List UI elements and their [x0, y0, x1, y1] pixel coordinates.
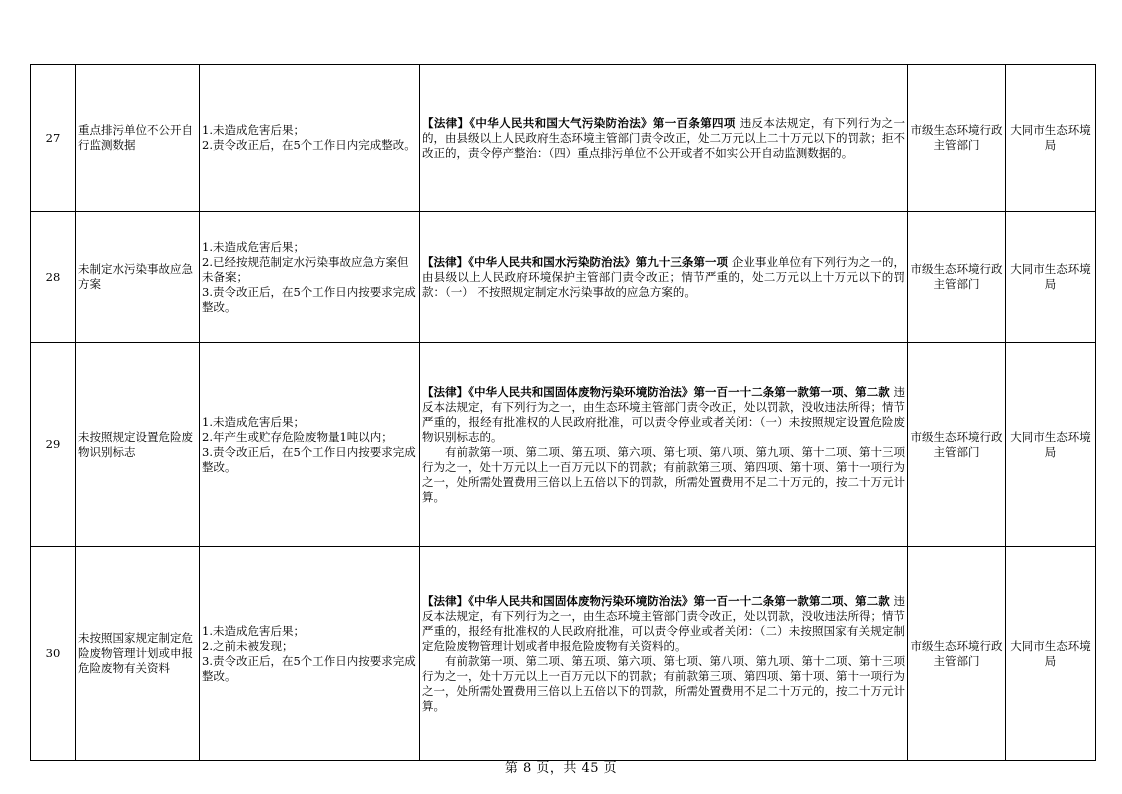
conditions-cell	[200, 65, 420, 212]
law-citation: 【法律】《中华人民共和国固体废物污染环境防治法》第一百一十二条第一款第二项、第二款	[422, 593, 890, 608]
table-row	[31, 65, 1096, 212]
row-number: 29	[31, 343, 76, 547]
legal-basis-cell	[420, 212, 908, 343]
law-citation: 【法律】《中华人民共和国固体废物污染环境防治法》第一百一十二条第一款第一项、第二款	[422, 384, 890, 399]
law-citation: 【法律】《中华人民共和国水污染防治法》第九十三条第一项	[422, 254, 729, 269]
enforcement-dept: 市级生态环境行政主管部门	[908, 65, 1006, 212]
legal-basis-cell	[420, 547, 908, 761]
conditions-cell	[200, 343, 420, 547]
condition-line: 2.之前未被发现；	[202, 638, 294, 653]
row-number: 27	[31, 65, 76, 212]
table-row	[31, 547, 1096, 761]
enforcement-dept: 市级生态环境行政主管部门	[908, 212, 1006, 343]
violation-item: 未制定水污染事故应急方案	[76, 212, 200, 343]
conditions-cell	[200, 212, 420, 343]
law-text: 企业事业单位有下列行为之一的，由县级以上人民政府环境保护主管部门责令改正；情节严重的，处二万元以上十万元以下的罚款：（一） 不按照规定制定水污染事故的应急方案的。	[422, 254, 906, 299]
condition-line: 2.已经按规范制定水污染事故应急方案但未备案；	[202, 254, 409, 284]
conditions-cell	[200, 547, 420, 761]
penalty-table	[30, 64, 1096, 761]
law-text: 违反本法规定，有下列行为之一的，由县级以上人民政府生态环境主管部门责令改正，处二万元以上二十万元以下的罚款；拒不改正的，责令停产整治：（四）重点排污单位不公开或者不如实公开自动监测数据的。	[422, 115, 906, 160]
condition-line: 3.责令改正后，在5个工作日内按要求完成整改。	[202, 444, 416, 474]
condition-line: 3.责令改正后，在5个工作日内按要求完成整改。	[202, 653, 416, 683]
enforcement-dept: 市级生态环境行政主管部门	[908, 547, 1006, 761]
condition-line: 1.未造成危害后果；	[202, 414, 305, 429]
enforcement-org: 大同市生态环境局	[1006, 212, 1096, 343]
law-text: 违反本法规定，有下列行为之一，由生态环境主管部门责令改正，处以罚款，没收违法所得；情节严重的，报经有批准权的人民政府批准，可以责令停业或者关闭：（二）未按照国家有关规定制定危险废物管理计划或者申报危险废物有关资料的。	[422, 593, 906, 653]
enforcement-org: 大同市生态环境局	[1006, 343, 1096, 547]
condition-line: 3.责令改正后，在5个工作日内按要求完成整改。	[202, 284, 416, 314]
page-footer	[0, 757, 1122, 776]
enforcement-org: 大同市生态环境局	[1006, 65, 1096, 212]
legal-basis-cell	[420, 65, 908, 212]
table-row	[31, 212, 1096, 343]
violation-item: 重点排污单位不公开自行监测数据	[76, 65, 200, 212]
row-number: 30	[31, 547, 76, 761]
page-number: 第 8 页，共 45 页	[504, 761, 618, 776]
law-citation: 【法律】《中华人民共和国大气污染防治法》第一百条第四项	[422, 115, 736, 130]
enforcement-dept: 市级生态环境行政主管部门	[908, 343, 1006, 547]
violation-item: 未按照国家规定制定危险废物管理计划或申报危险废物有关资料	[76, 547, 200, 761]
row-number: 28	[31, 212, 76, 343]
condition-line: 1.未造成危害后果；	[202, 123, 305, 137]
law-text: 违反本法规定，有下列行为之一，由生态环境主管部门责令改正，处以罚款，没收违法所得；情节严重的，报经有批准权的人民政府批准，可以责令停业或者关闭：（一）未按照规定设置危险废物识别标志的。	[422, 384, 906, 444]
legal-basis-cell	[420, 343, 908, 547]
violation-item: 未按照规定设置危险废物识别标志	[76, 343, 200, 547]
condition-line: 2.责令改正后，在5个工作日内完成整改。	[202, 138, 416, 152]
enforcement-org: 大同市生态环境局	[1006, 547, 1096, 761]
law-text-paragraph-2: 有前款第一项、第二项、第五项、第六项、第七项、第八项、第九项、第十二项、第十三项行为之一，处十万元以上一百万元以下的罚款；有前款第三项、第四项、第十项、第十一项行为之一，处所需处置费用三倍以上五倍以下的罚款，所需处置费用不足二十万元的，按二十万元计算。	[422, 444, 905, 504]
condition-line: 2.年产生或贮存危险废物量1吨以内；	[202, 429, 393, 444]
condition-line: 1.未造成危害后果；	[202, 239, 305, 254]
law-text-paragraph-2: 有前款第一项、第二项、第五项、第六项、第七项、第八项、第九项、第十二项、第十三项行为之一，处十万元以上一百万元以下的罚款；有前款第三项、第四项、第十项、第十一项行为之一，处所需处置费用三倍以上五倍以下的罚款，所需处置费用不足二十万元的，按二十万元计算。	[422, 653, 905, 713]
condition-line: 1.未造成危害后果；	[202, 623, 305, 638]
table-row	[31, 343, 1096, 547]
